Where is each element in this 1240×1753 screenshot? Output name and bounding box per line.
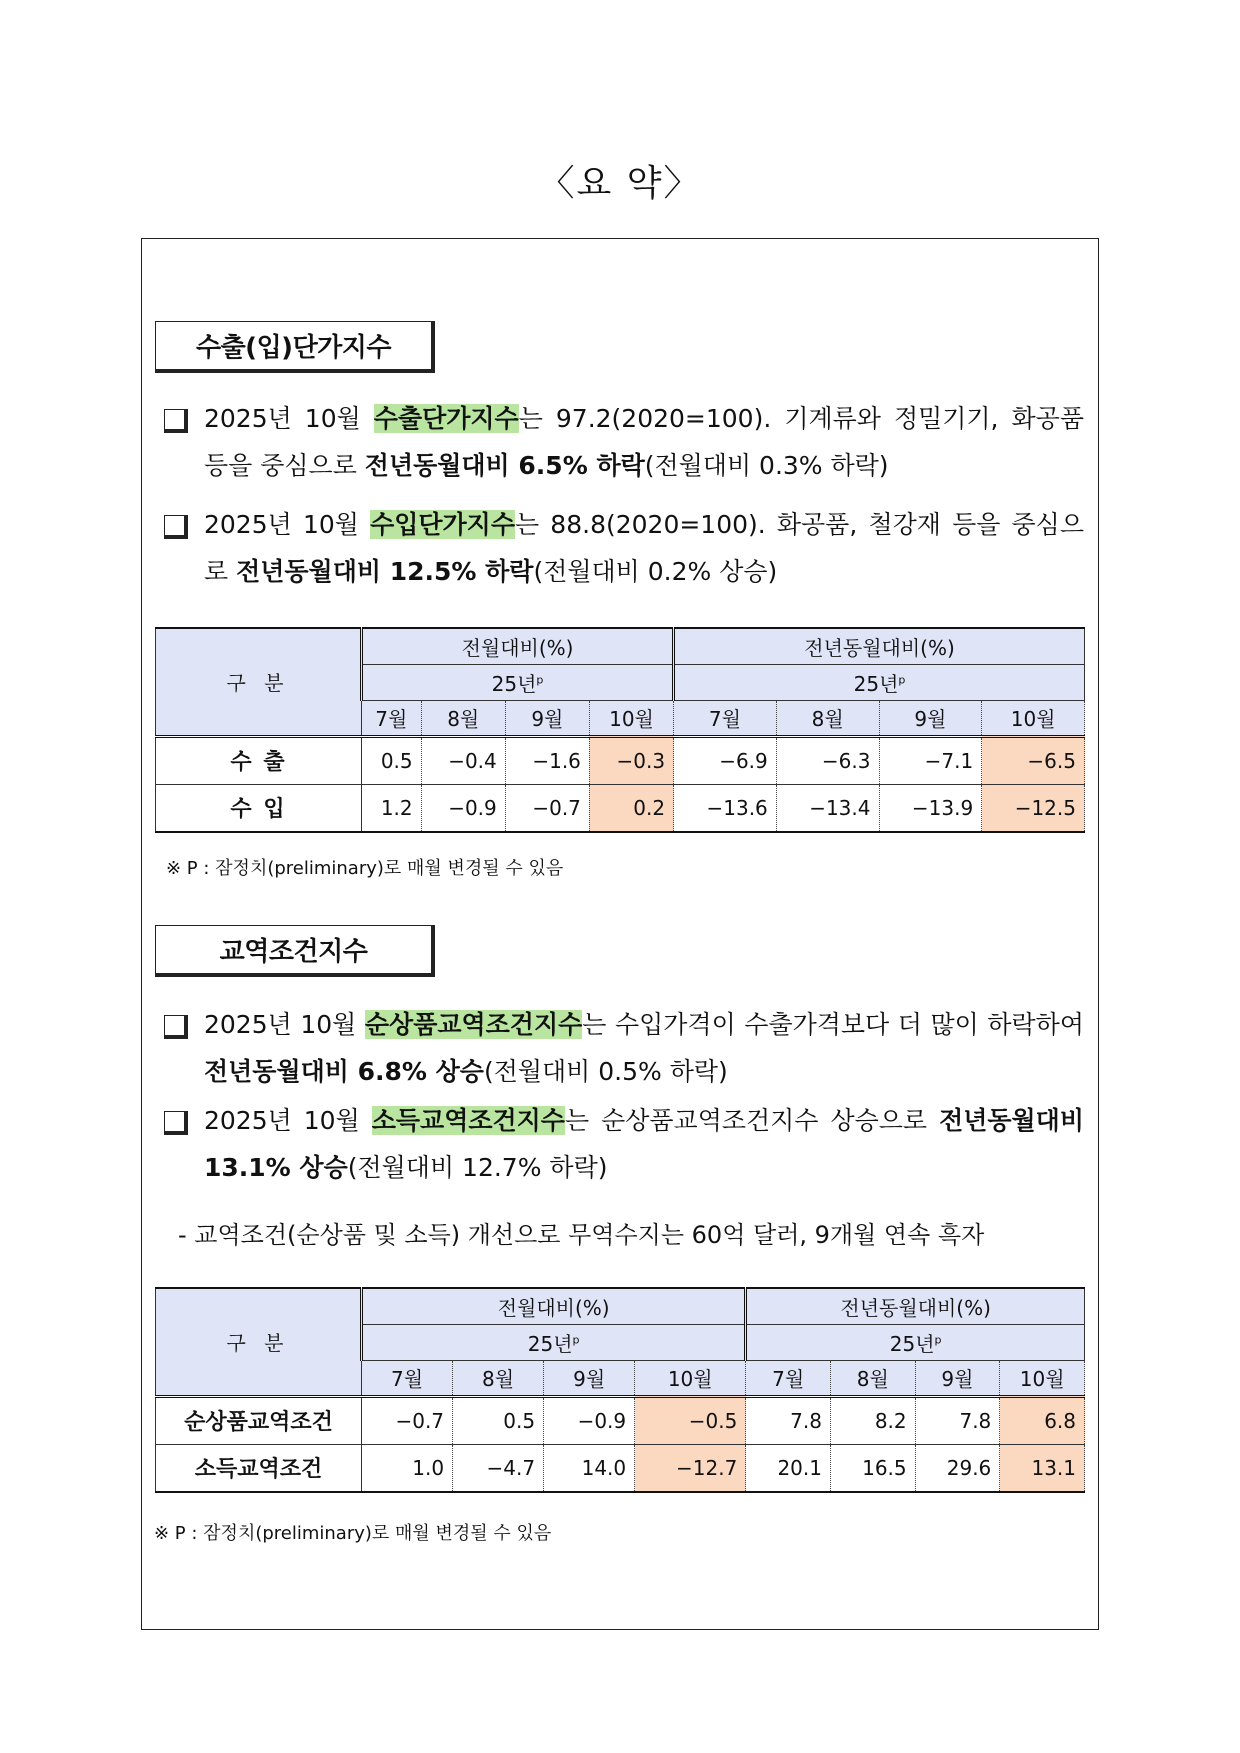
- table-header-gubun: 구 분: [156, 628, 362, 736]
- cell-value: −0.9: [544, 1396, 635, 1444]
- table-header-month: 7월: [674, 700, 777, 736]
- bullet-net-barter-tot: [164, 1001, 1084, 1095]
- table-header-year: 25년$^p$: [362, 664, 674, 700]
- cell-value: −7.1: [879, 736, 982, 784]
- cell-value: −1.6: [505, 736, 589, 784]
- cell-value-highlight: −12.5: [982, 784, 1085, 832]
- bullet-text: 2025년 10월 수입단가지수는 88.8(2020=100). 화공품, 철강재 등을 중심으로 전년동월대비 12.5% 하락(전월대비 0.2% 상승): [204, 510, 1084, 586]
- cell-value: 0.5: [362, 736, 422, 784]
- checkbox-bullet-icon: [164, 409, 188, 433]
- table-header-month: 10월: [635, 1360, 746, 1396]
- footnote: ※ P : 잠정치(preliminary)로 매월 변경될 수 있음: [166, 858, 564, 879]
- table-header-yoy: 전년동월대비(%): [746, 1288, 1085, 1324]
- summary-box: [141, 238, 1099, 1630]
- footnote: ※ P : 잠정치(preliminary)로 매월 변경될 수 있음: [154, 1523, 552, 1544]
- cell-value-highlight: 13.1: [1000, 1444, 1085, 1492]
- cell-value-highlight: 0.2: [589, 784, 673, 832]
- table-header-year: 25년$^p$: [362, 1324, 746, 1360]
- cell-value: −0.7: [362, 1396, 453, 1444]
- cell-value-highlight: −0.3: [589, 736, 673, 784]
- cell-value: 1.2: [362, 784, 422, 832]
- table-header-month: 8월: [776, 700, 879, 736]
- table-header-month: 8월: [421, 700, 505, 736]
- row-label: 수 출: [156, 736, 362, 784]
- cell-value: 1.0: [362, 1444, 453, 1492]
- table-header-mom: 전월대비(%): [362, 628, 674, 664]
- table-header-month: 10월: [1000, 1360, 1085, 1396]
- table-header-month: 8월: [453, 1360, 544, 1396]
- bullet-export-price: [164, 395, 1084, 489]
- table-row: [156, 784, 1085, 832]
- checkbox-bullet-icon: [164, 515, 188, 539]
- cell-value: −6.3: [776, 736, 879, 784]
- cell-value: 14.0: [544, 1444, 635, 1492]
- price-index-table: [155, 627, 1085, 833]
- table-header-month: 7월: [362, 700, 422, 736]
- cell-value: −0.7: [505, 784, 589, 832]
- table-header-year: 25년$^p$: [746, 1324, 1085, 1360]
- bullet-text: 2025년 10월 순상품교역조건지수는 수입가격이 수출가격보다 더 많이 하락하여 전년동월대비 6.8% 상승(전월대비 0.5% 하락): [204, 1010, 1084, 1086]
- row-label: 수 입: [156, 784, 362, 832]
- cell-value: −0.4: [421, 736, 505, 784]
- cell-value: −13.6: [674, 784, 777, 832]
- table-header-mom: 전월대비(%): [362, 1288, 746, 1324]
- table-header-month: 7월: [362, 1360, 453, 1396]
- cell-value-highlight: −12.7: [635, 1444, 746, 1492]
- checkbox-bullet-icon: [164, 1015, 188, 1039]
- table-header-month: 7월: [746, 1360, 831, 1396]
- table-header-month: 8월: [830, 1360, 915, 1396]
- cell-value: −6.9: [674, 736, 777, 784]
- table-row: [156, 1444, 1085, 1492]
- bullet-import-price: [164, 501, 1084, 595]
- cell-value: −13.4: [776, 784, 879, 832]
- cell-value: 7.8: [746, 1396, 831, 1444]
- cell-value-highlight: 6.8: [1000, 1396, 1085, 1444]
- cell-value: −4.7: [453, 1444, 544, 1492]
- cell-value-highlight: −0.5: [635, 1396, 746, 1444]
- table-header-month: 10월: [982, 700, 1085, 736]
- cell-value: 16.5: [830, 1444, 915, 1492]
- table-header-month: 9월: [505, 700, 589, 736]
- bullet-text: 2025년 10월 소득교역조건지수는 순상품교역조건지수 상승으로 전년동월대비 13.1% 상승(전월대비 12.7% 하락): [204, 1106, 1084, 1182]
- cell-value: −0.9: [421, 784, 505, 832]
- table-row: [156, 736, 1085, 784]
- checkbox-bullet-icon: [164, 1111, 188, 1135]
- table-header-month: 9월: [915, 1360, 1000, 1396]
- sub-bullet-trade-balance: - 교역조건(순상품 및 소득) 개선으로 무역수지는 60억 달러, 9개월 연속 흑자: [178, 1221, 985, 1249]
- cell-value: 8.2: [830, 1396, 915, 1444]
- table-header-month: 9월: [879, 700, 982, 736]
- bullet-text: 2025년 10월 수출단가지수는 97.2(2020=100). 기계류와 정밀기기, 화공품 등을 중심으로 전년동월대비 6.5% 하락(전월대비 0.3% 하락): [204, 404, 1084, 480]
- table-header-month: 9월: [544, 1360, 635, 1396]
- cell-value: 7.8: [915, 1396, 1000, 1444]
- terms-of-trade-table: [155, 1287, 1085, 1493]
- row-label: 순상품교역조건: [156, 1396, 362, 1444]
- cell-value: 20.1: [746, 1444, 831, 1492]
- cell-value: 0.5: [453, 1396, 544, 1444]
- bullet-income-tot: [164, 1097, 1084, 1191]
- table-row: [156, 1396, 1085, 1444]
- table-header-year: 25년$^p$: [674, 664, 1085, 700]
- row-label: 소득교역조건: [156, 1444, 362, 1492]
- cell-value: −13.9: [879, 784, 982, 832]
- section-label-terms-of-trade: 교역조건지수: [155, 925, 435, 977]
- table-header-gubun: 구 분: [156, 1288, 362, 1396]
- cell-value-highlight: −6.5: [982, 736, 1085, 784]
- table-header-yoy: 전년동월대비(%): [674, 628, 1085, 664]
- cell-value: 29.6: [915, 1444, 1000, 1492]
- section-label-export-import-price: 수출(입)단가지수: [155, 321, 435, 373]
- page-title: 〈요 약〉: [538, 163, 702, 204]
- table-header-month: 10월: [589, 700, 673, 736]
